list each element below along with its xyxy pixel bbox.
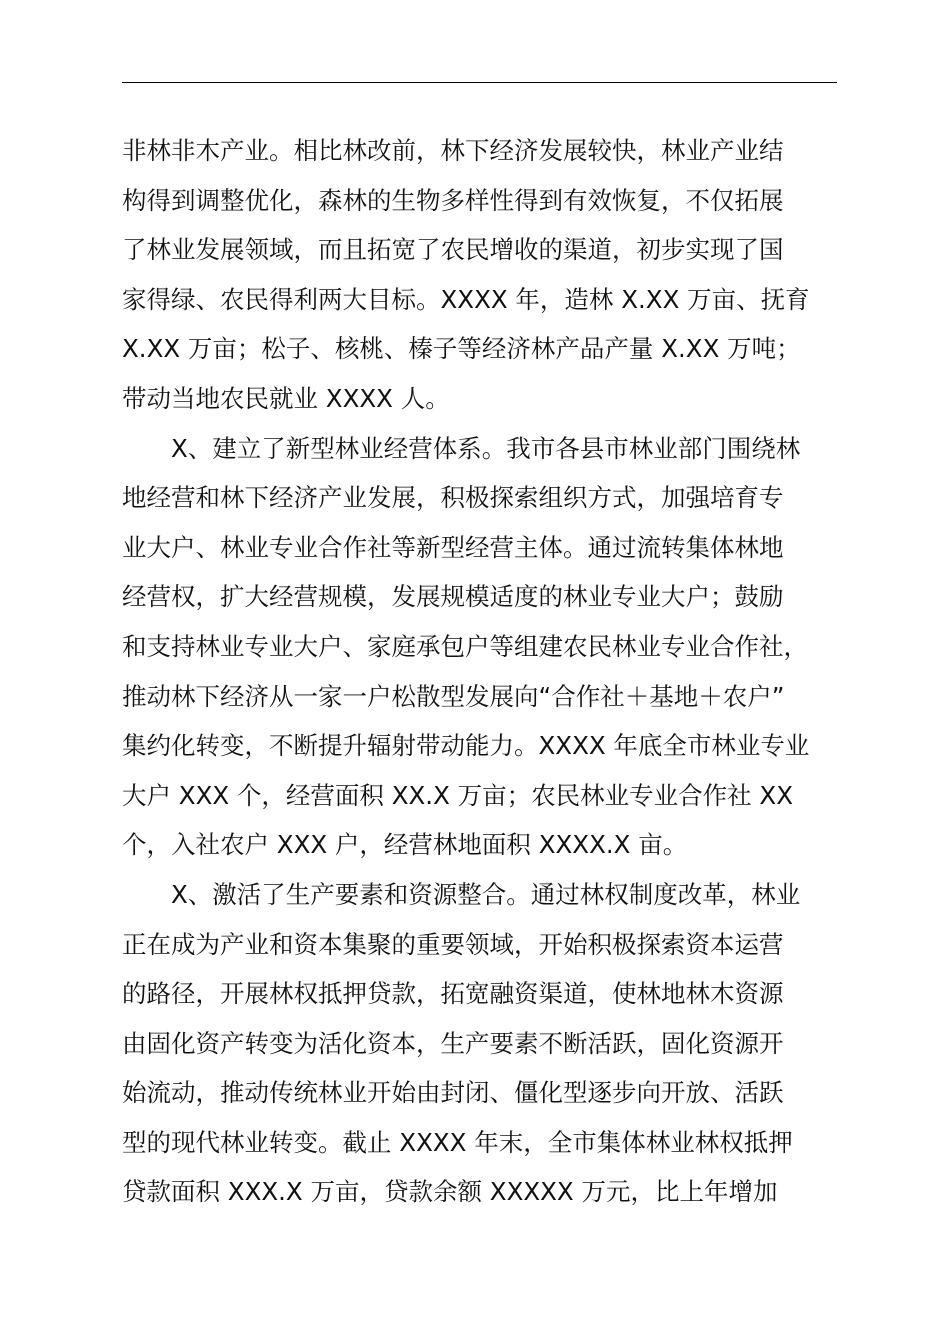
text-line: X.XX 万亩；松子、核桃、榛子等经济林产品产量 X.XX 万吨； xyxy=(122,334,801,364)
text-line: 地经营和林下经济产业发展，积极探索组织方式，加强培育专 xyxy=(122,483,784,513)
text-line: 型的现代林业转变。截止 XXXX 年末，全市集体林业林权抵押 xyxy=(122,1127,793,1157)
text-line: X、激活了生产要素和资源整合。通过林权制度改革，林业 xyxy=(171,879,801,909)
text-line: 带动当地农民就业 XXXX 人。 xyxy=(122,383,450,413)
text-line: 家得绿、农民得利两大目标。XXXX 年，造林 X.XX 万亩、抚育 xyxy=(122,284,810,314)
text-line: 大户 XXX 个，经营面积 XX.X 万亩；农民林业专业合作社 XX xyxy=(122,780,793,810)
body-text xyxy=(122,126,867,1217)
text-line: 构得到调整优化，森林的生物多样性得到有效恢复，不仅拓展 xyxy=(122,185,784,215)
text-line: 正在成为产业和资本集聚的重要领域，开始积极探索资本运营 xyxy=(122,929,784,959)
text-line: 集约化转变，不断提升辐射带动能力。XXXX 年底全市林业专业 xyxy=(122,731,810,761)
paragraph-production-factors xyxy=(122,870,867,1217)
header-rule xyxy=(122,82,837,83)
text-line: 的路径，开展林权抵押贷款，拓宽融资渠道，使林地林木资源 xyxy=(122,979,784,1009)
text-line: 由固化资产转变为活化资本，生产要素不断活跃，固化资源开 xyxy=(122,1028,784,1058)
text-line: 经营权，扩大经营规模，发展规模适度的林业专业大户；鼓励 xyxy=(122,582,784,612)
text-line: 推动林下经济从一家一户松散型发展向“合作社＋基地＋农户” xyxy=(122,681,785,711)
text-line: 业大户、林业专业合作社等新型经营主体。通过流转集体林地 xyxy=(122,532,784,562)
text-line: 始流动，推动传统林业开始由封闭、僵化型逐步向开放、活跃 xyxy=(122,1078,784,1108)
paragraph-new-management-system xyxy=(122,424,867,870)
text-line: 了林业发展领域，而且拓宽了农民增收的渠道，初步实现了国 xyxy=(122,235,784,265)
paragraph-forest-economy xyxy=(122,126,867,424)
text-line: 个，入社农户 XXX 户，经营林地面积 XXXX.X 亩。 xyxy=(122,830,688,860)
text-line: X、建立了新型林业经营体系。我市各县市林业部门围绕林 xyxy=(171,433,801,463)
text-line: 非林非木产业。相比林改前，林下经济发展较快，林业产业结 xyxy=(122,136,784,165)
text-line: 贷款面积 XXX.X 万亩，贷款余额 XXXXX 万元，比上年增加 xyxy=(122,1177,778,1207)
text-line: 和支持林业专业大户、家庭承包户等组建农民林业专业合作社， xyxy=(122,631,808,661)
